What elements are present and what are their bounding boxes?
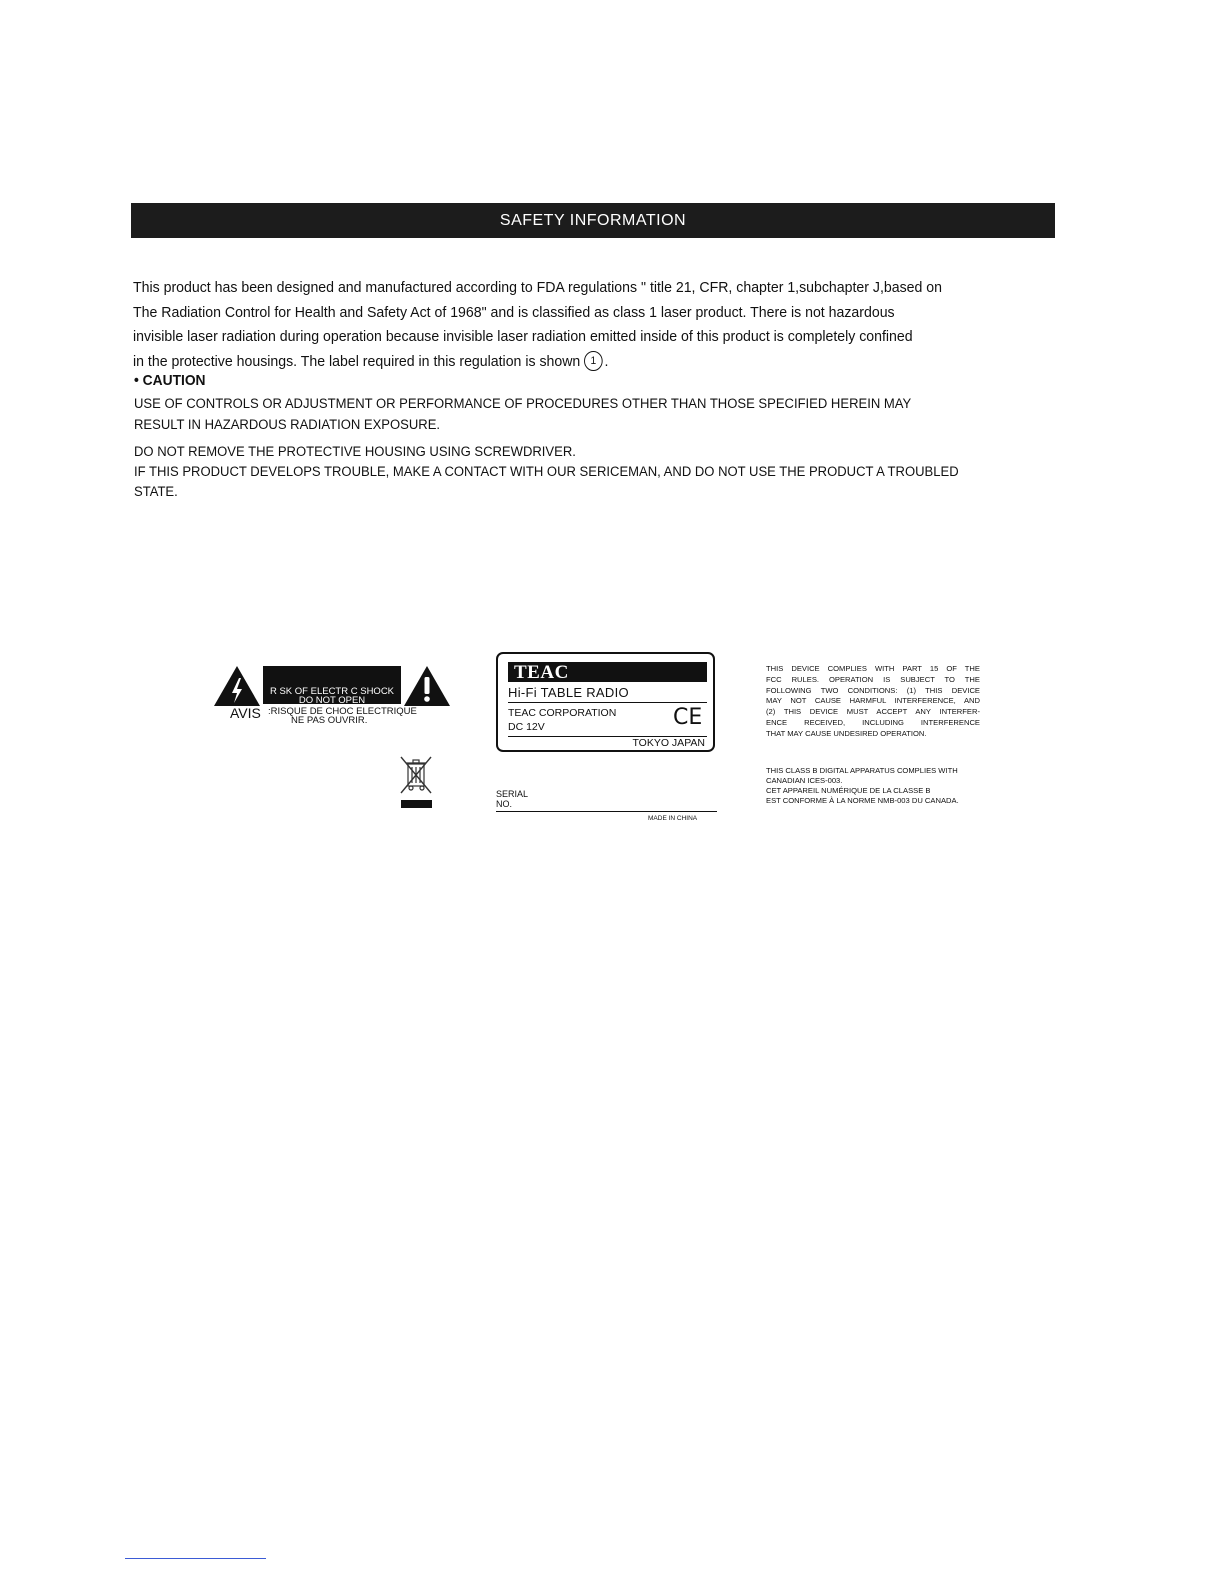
section-title-banner [131,203,1055,238]
caution-exclamation-icon [403,665,451,707]
ices-line: CANADIAN ICES-003. [766,776,843,785]
warning-text-fr-do-not-open: NE PAS OUVRIR. [291,715,368,726]
model-name: Hi-Fi TABLE RADIO [508,685,629,700]
intro-line: This product has been designed and manufactured according to FDA regulations " title 21, CFR, chapter 1,subchapter J,based on [133,279,943,296]
section-title: SAFETY INFORMATION [499,211,687,229]
intro-line-end: . [604,352,609,370]
caution-line: RESULT IN HAZARDOUS RADIATION EXPOSURE. [134,417,441,433]
corporation-name: TEAC CORPORATION [508,707,617,719]
caution-line: IF THIS PRODUCT DEVELOPS TROUBLE, MAKE A CONTACT WITH OUR SERICEMAN, AND DO NOT USE THE PRODUCT A TROUBLED [134,464,959,480]
intro-line: The Radiation Control for Health and Safety Act of 1968" and is classified as class 1 laser product. There is not hazardous [133,303,895,321]
ices-line: CET APPAREIL NUMÉRIQUE DE LA CLASSE B [766,786,931,795]
plate-divider [508,702,707,703]
intro-line-text: in the protective housings. The label required in this regulation is shown [133,352,581,370]
intro-line: invisible laser radiation during operation because invisible laser radiation emitted inside of this product is completely confined [133,328,913,345]
brand-bar [508,662,707,682]
made-in-label: MADE IN CHINA [648,815,698,822]
caution-line: STATE. [134,484,178,500]
caution-line: USE OF CONTROLS OR ADJUSTMENT OR PERFORMANCE OF PROCEDURES OTHER THAN THOSE SPECIFIED HEREIN MAY [134,396,912,412]
ices-line: THIS CLASS B DIGITAL APPARATUS COMPLIES WITH [766,766,958,775]
intro-paragraph [133,276,1054,374]
caution-heading: • CAUTION [134,372,206,389]
fcc-line: THIS DEVICE COMPLIES WITH PART 15 OF THE [766,664,980,673]
crossed-out-bin-icon [398,755,434,809]
fcc-line: FCC RULES. OPERATION IS SUBJECT TO THE [766,674,980,684]
fcc-statement [766,664,980,740]
intro-line-last [133,350,1054,375]
caution-line: DO NOT REMOVE THE PROTECTIVE HOUSING USING SCREWDRIVER. [134,444,576,460]
serial-label-line: SERIAL [496,789,529,799]
plate-location: TOKYO JAPAN [632,737,705,749]
power-rating: DC 12V [508,721,545,733]
serial-label-line: NO. [496,799,513,809]
fcc-line: (2) THIS DEVICE MUST ACCEPT ANY INTERFER- [766,707,980,717]
brand-logo: TEAC [514,662,569,683]
ices-line: EST CONFORME À LA NORME NMB-003 DU CANADA. [766,796,959,805]
ce-mark-icon: CE [673,705,703,730]
serial-rule [496,811,717,812]
fcc-line: MAY NOT CAUSE HARMFUL INTERFERENCE, AND [766,696,980,706]
rating-plate [496,652,715,752]
fcc-line: THAT MAY CAUSE UNDESIRED OPERATION. [766,728,927,738]
fcc-line: FOLLOWING TWO CONDITIONS: (1) THIS DEVICE [766,685,980,695]
warning-text-fr: :RISQUE DE CHOC ELECTRIQUE [268,706,417,717]
serial-label [496,789,528,809]
avis-label: AVIS [230,705,261,721]
footer-rule [125,1558,266,1559]
fcc-line: ENCE RECEIVED, INCLUDING INTERFERENCE [766,717,980,727]
warning-text-do-not-open: DO NOT OPEN [298,695,366,706]
ices-statement [766,766,959,806]
electric-shock-warning-icon [213,665,261,707]
label-reference-circle: 1 [584,351,603,371]
electric-shock-warning-label [213,665,453,735]
warning-text-en: R SK OF ELECTR C SHOCK [269,686,395,697]
